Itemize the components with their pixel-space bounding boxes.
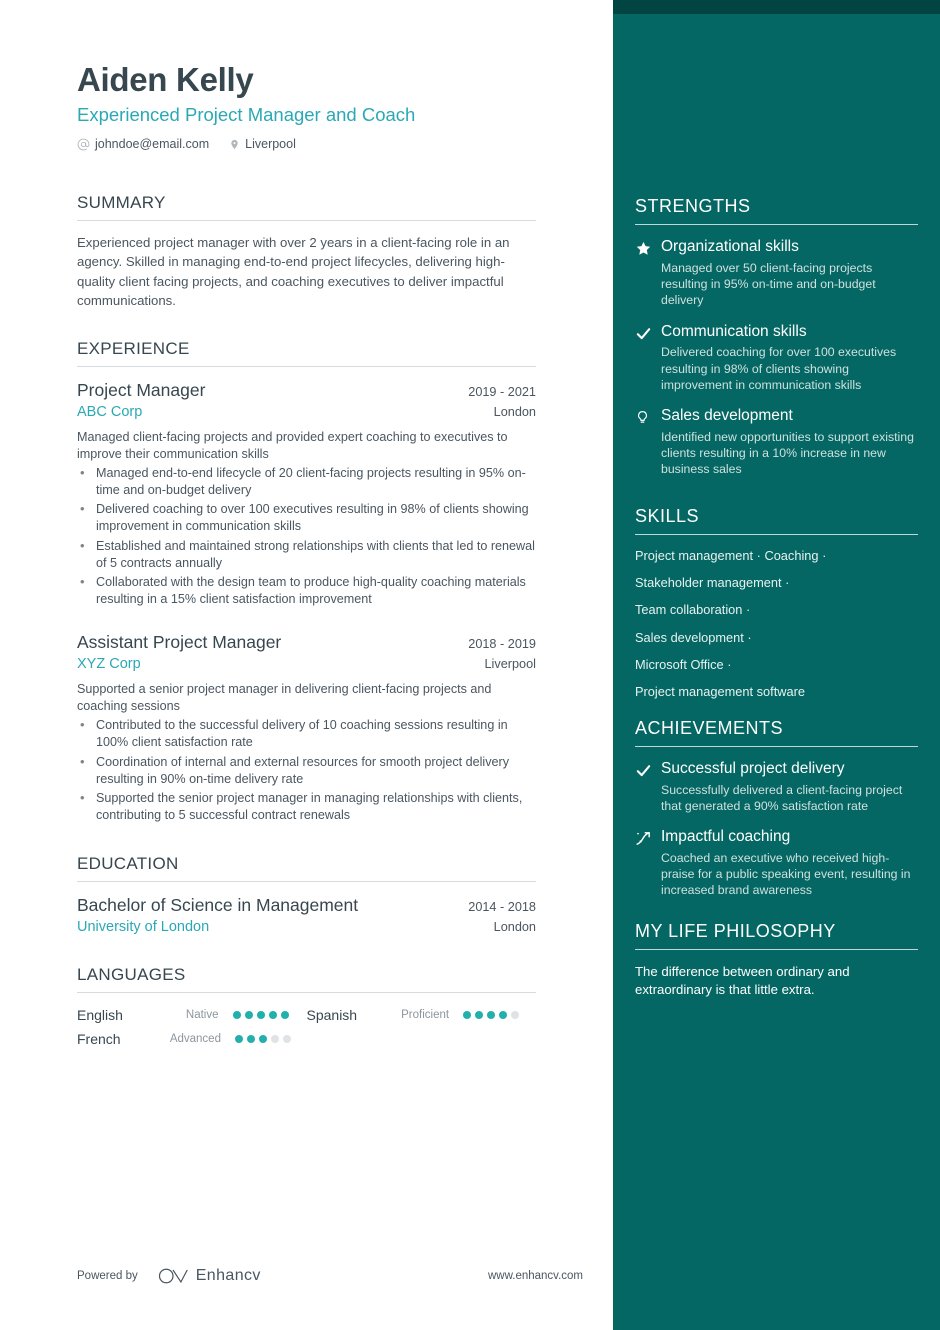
strength-description: Delivered coaching for over 100 executives resulting in 98% of clients showing improvement in communication skills bbox=[661, 345, 897, 392]
contact-email[interactable] bbox=[77, 137, 209, 151]
list-item: Project management software bbox=[635, 684, 805, 700]
language-name: Spanish bbox=[306, 1007, 358, 1024]
divider bbox=[77, 992, 536, 993]
section-philosophy bbox=[635, 921, 918, 1000]
job-company: XYZ Corp bbox=[77, 656, 141, 673]
page-title bbox=[77, 62, 536, 126]
divider bbox=[635, 224, 918, 225]
list-item: Sales development · bbox=[635, 629, 752, 645]
education-date: 2014 - 2018 bbox=[468, 900, 536, 915]
job-date: 2018 - 2019 bbox=[468, 637, 536, 652]
section-title-summary: SUMMARY bbox=[77, 193, 166, 213]
language-rating-dots bbox=[235, 1035, 307, 1043]
achievement-description: Successfully delivered a client-facing project that generated a 90% satisfaction rate bbox=[661, 782, 903, 813]
job-location: Liverpool bbox=[484, 657, 536, 672]
achievement-title: Successful project delivery bbox=[661, 759, 845, 777]
job-location: London bbox=[493, 404, 536, 419]
strength-description: Managed over 50 client-facing projects resulting in 95% on-time and on-budget delivery bbox=[661, 260, 876, 308]
divider bbox=[77, 220, 536, 221]
achievement-description: Coached an executive who received high-praise for a public speaking event, resulting in increased brand awareness bbox=[661, 851, 911, 898]
strength-item bbox=[635, 407, 918, 478]
language-level: Advanced bbox=[169, 1033, 221, 1046]
strength-title: Communication skills bbox=[661, 322, 807, 340]
sidebar-top-accent-bar bbox=[613, 0, 940, 14]
enhancv-wordmark: Enhancv bbox=[195, 1267, 261, 1284]
section-title-experience: EXPERIENCE bbox=[77, 338, 190, 358]
list-item: • Coordination of internal and external resources for smooth project delivery resulting in 90% on-time delivery rate bbox=[77, 754, 536, 788]
philosophy-text: The difference between ordinary and extraordinary is that little extra. bbox=[635, 963, 850, 998]
at-icon bbox=[77, 138, 90, 151]
section-title-education: EDUCATION bbox=[77, 854, 179, 874]
strength-title: Organizational skills bbox=[661, 238, 799, 255]
check-icon bbox=[635, 760, 661, 814]
strength-item bbox=[635, 323, 918, 394]
section-skills bbox=[635, 506, 918, 700]
section-summary bbox=[77, 193, 536, 310]
divider bbox=[635, 746, 918, 747]
divider bbox=[635, 534, 918, 535]
job-company: ABC Corp bbox=[77, 403, 143, 420]
check-icon bbox=[635, 323, 661, 394]
section-education bbox=[77, 854, 536, 935]
language-name: French bbox=[77, 1031, 121, 1048]
website-link[interactable]: www.enhancv.com bbox=[487, 1270, 583, 1282]
footer bbox=[77, 1266, 583, 1286]
language-level: Native bbox=[185, 1009, 219, 1022]
strength-title: Sales development bbox=[661, 407, 793, 425]
divider bbox=[77, 881, 536, 882]
list-item: Stakeholder management · bbox=[635, 575, 790, 591]
section-achievements bbox=[635, 718, 918, 899]
education-school: University of London bbox=[77, 919, 210, 936]
summary-text: Experienced project manager with over 2 years in a client-facing role in an agency. Skilled in managing end-to-end project lifecycles, delivering high-quality client facing projects, and coaching executives to deliver impactful communications. bbox=[77, 235, 510, 308]
job-role: Assistant Project Manager bbox=[77, 632, 282, 653]
skills-list bbox=[635, 548, 918, 700]
powered-by-label: Powered by bbox=[77, 1270, 138, 1282]
enhancv-logo bbox=[158, 1266, 261, 1286]
language-item bbox=[77, 1031, 307, 1047]
strength-item bbox=[635, 238, 918, 309]
job-role: Project Manager bbox=[77, 379, 206, 400]
achievement-title: Impactful coaching bbox=[661, 828, 791, 846]
achievement-item bbox=[635, 828, 918, 899]
language-item bbox=[77, 1007, 307, 1023]
strength-description: Identified new opportunities to support existing clients resulting in a 10% increase in new business sales bbox=[661, 430, 914, 477]
candidate-headline: Experienced Project Manager and Coach bbox=[77, 104, 416, 126]
section-experience bbox=[77, 339, 536, 824]
list-item: • Contributed to the successful delivery of 10 coaching sessions resulting in 100% client satisfaction rate bbox=[77, 717, 536, 751]
language-item bbox=[307, 1007, 537, 1023]
list-item: • Collaborated with the design team to produce high-quality coaching materials resulting in a 15% client satisfaction improvement bbox=[77, 574, 536, 608]
section-strengths bbox=[635, 0, 918, 478]
list-item: Team collaboration · bbox=[635, 602, 751, 618]
map-pin-icon bbox=[229, 138, 240, 151]
education-location: London bbox=[493, 920, 536, 935]
language-level: Proficient bbox=[401, 1009, 450, 1022]
experience-entry bbox=[77, 380, 536, 608]
job-description: Managed client-facing projects and provided expert coaching to executives to improve their communication skills bbox=[77, 429, 508, 461]
education-entry bbox=[77, 895, 536, 935]
job-bullets bbox=[77, 465, 536, 608]
contact-location bbox=[229, 137, 296, 151]
sidebar bbox=[613, 0, 940, 1330]
achievement-item bbox=[635, 760, 918, 814]
star-icon bbox=[635, 238, 661, 309]
language-name: English bbox=[77, 1007, 123, 1024]
divider bbox=[77, 366, 536, 367]
section-title-strengths: STRENGTHS bbox=[635, 196, 751, 216]
language-rating-dots bbox=[233, 1011, 307, 1019]
job-date: 2019 - 2021 bbox=[468, 384, 536, 399]
section-languages bbox=[77, 965, 536, 1055]
list-item: • Supported the senior project manager in managing relationships with clients, contributing to 5 successful contract renewals bbox=[77, 790, 536, 824]
lightbulb-icon bbox=[635, 407, 661, 478]
experience-entry bbox=[77, 632, 536, 824]
divider bbox=[635, 949, 918, 950]
section-title-skills: SKILLS bbox=[635, 505, 700, 526]
candidate-name: Aiden Kelly bbox=[77, 61, 254, 98]
languages-grid bbox=[77, 1007, 536, 1055]
education-degree: Bachelor of Science in Management bbox=[77, 895, 359, 916]
contact-email-text: johndoe@email.com bbox=[95, 137, 210, 152]
contact-location-text: Liverpool bbox=[245, 137, 296, 152]
section-title-philosophy: MY LIFE PHILOSOPHY bbox=[635, 920, 836, 941]
list-item: • Established and maintained strong relationships with clients that led to renewal of 5 contracts annually bbox=[77, 538, 536, 572]
trend-up-icon bbox=[635, 828, 661, 899]
job-bullets bbox=[77, 717, 536, 824]
list-item: • Managed end-to-end lifecycle of 20 client-facing projects resulting in 95% on-time and on-budget delivery bbox=[77, 465, 536, 499]
job-description: Supported a senior project manager in delivering client-facing projects and coaching sessions bbox=[77, 682, 492, 714]
list-item: Project management · Coaching · bbox=[635, 547, 827, 563]
list-item: Microsoft Office · bbox=[635, 657, 732, 673]
section-title-languages: LANGUAGES bbox=[77, 965, 186, 985]
language-rating-dots bbox=[463, 1011, 536, 1019]
contact-row bbox=[77, 137, 536, 151]
section-title-achievements: ACHIEVEMENTS bbox=[635, 717, 784, 738]
list-item: • Delivered coaching to over 100 executives resulting in 98% of clients showing improvement in communication skills bbox=[77, 501, 536, 535]
